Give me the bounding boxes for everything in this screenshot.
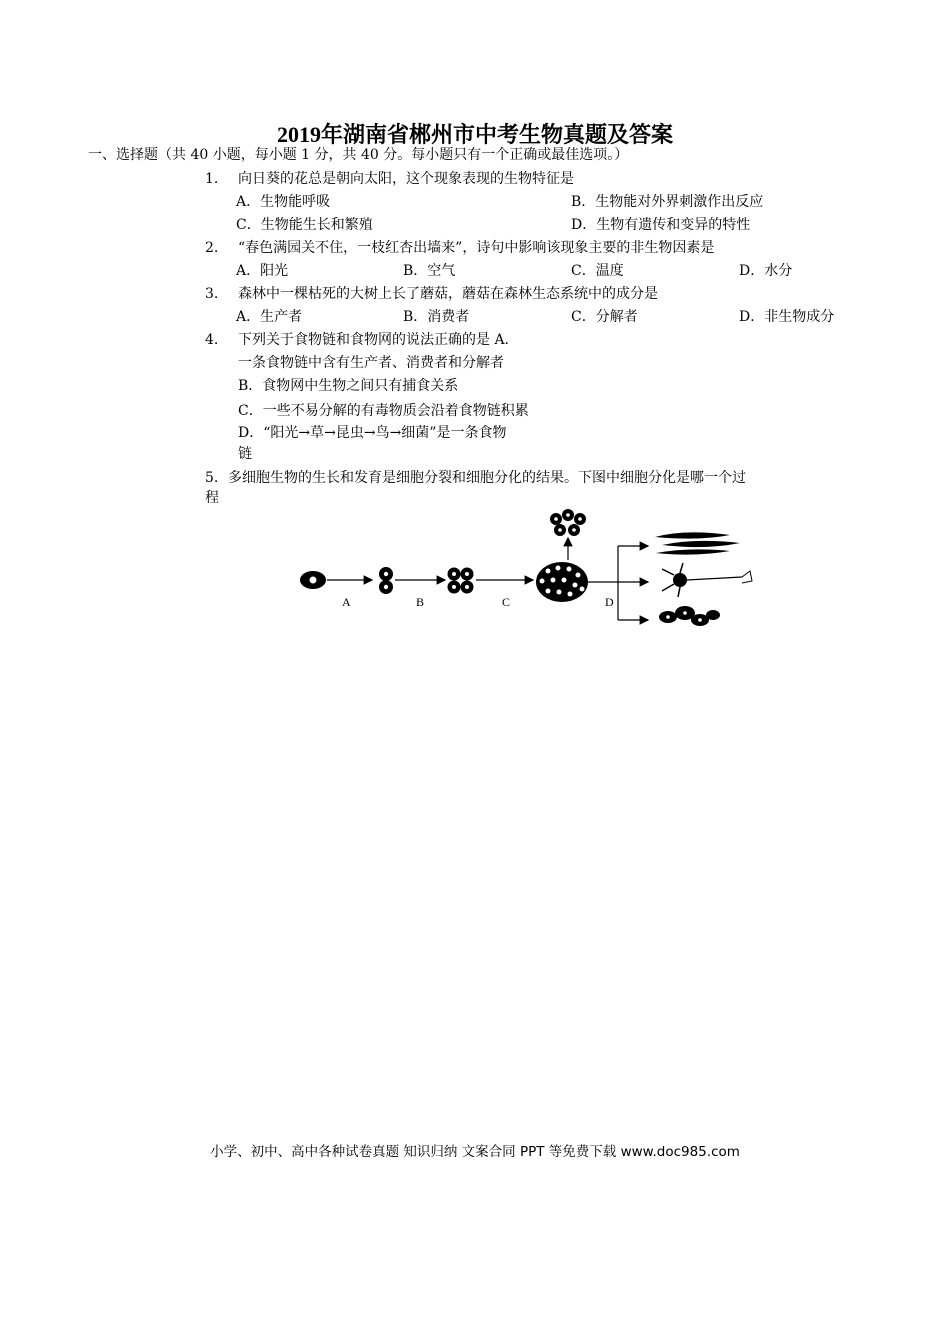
question-stem-continued: 程 [205, 490, 219, 506]
option-d: D．非生物成分 [739, 309, 835, 325]
footer-text: 小学、初中、高中各种试卷真题 知识归纳 文案合同 PPT 等免费下载 www.doc985.com [210, 1144, 740, 1160]
option-b: B．食物网中生物之间只有捕食关系 [238, 378, 459, 394]
option-d: D．“阳光→草→昆虫→鸟→细菌”是一条食物 [238, 425, 507, 441]
question-stem: 森林中一棵枯死的大树上长了蘑菇，蘑菇在森林生态系统中的成分是 [238, 286, 658, 302]
option-a-text: 一条食物链中含有生产者、消费者和分解者 [238, 355, 504, 371]
question-stem: 下列关于食物链和食物网的说法正确的是 A. [238, 332, 510, 348]
question-number: 2. [205, 240, 219, 256]
muscle-cells-icon [655, 532, 740, 554]
option-c: C．分解者 [571, 309, 638, 325]
option-d: D．生物有遗传和变异的特性 [571, 217, 751, 233]
option-d: D．水分 [739, 263, 793, 279]
page-title: 2019年湖南省郴州市中考生物真题及答案 [276, 122, 673, 147]
option-a: A．生产者 [236, 309, 303, 325]
question-stem: 向日葵的花总是朝向太阳，这个现象表现的生物特征是 [238, 171, 574, 187]
label-a: A [342, 595, 351, 609]
option-b: B．空气 [403, 263, 456, 279]
option-c: C．温度 [571, 263, 624, 279]
tissue-cells-icon [659, 606, 720, 626]
neuron-icon [662, 563, 752, 597]
question-number: 5. [205, 470, 219, 486]
cell-cluster-icon [550, 509, 586, 536]
label-c: C [502, 595, 511, 609]
question-number: 4. [205, 332, 219, 348]
two-cells-icon [379, 567, 393, 594]
cell-differentiation-diagram [290, 505, 770, 635]
option-d-continued: 链 [238, 446, 252, 462]
question-stem: 多细胞生物的生长和发育是细胞分裂和细胞分化的结果。下图中细胞分化是哪一个过 [228, 470, 746, 486]
four-cells-icon [448, 568, 474, 594]
label-d: D [605, 595, 614, 609]
option-b: B．生物能对外界刺激作出反应 [571, 194, 764, 210]
option-a: A．生物能呼吸 [236, 194, 331, 210]
option-a: A．阳光 [236, 263, 289, 279]
question-stem: “春色满园关不住，一枝红杏出墙来”，诗句中影响该现象主要的非生物因素是 [238, 240, 715, 256]
question-number: 3. [205, 286, 219, 302]
cell-mass-icon [536, 562, 588, 602]
single-cell-icon [300, 571, 326, 589]
option-c: C．一些不易分解的有毒物质会沿着食物链积累 [238, 403, 529, 419]
question-number: 1. [205, 171, 219, 187]
section-header: 一、选择题（共 40 小题，每小题 1 分，共 40 分。每小题只有一个正确或最佳选项。） [88, 147, 629, 163]
option-b: B．消费者 [403, 309, 470, 325]
label-b: B [416, 595, 425, 609]
option-c: C．生物能生长和繁殖 [236, 217, 373, 233]
